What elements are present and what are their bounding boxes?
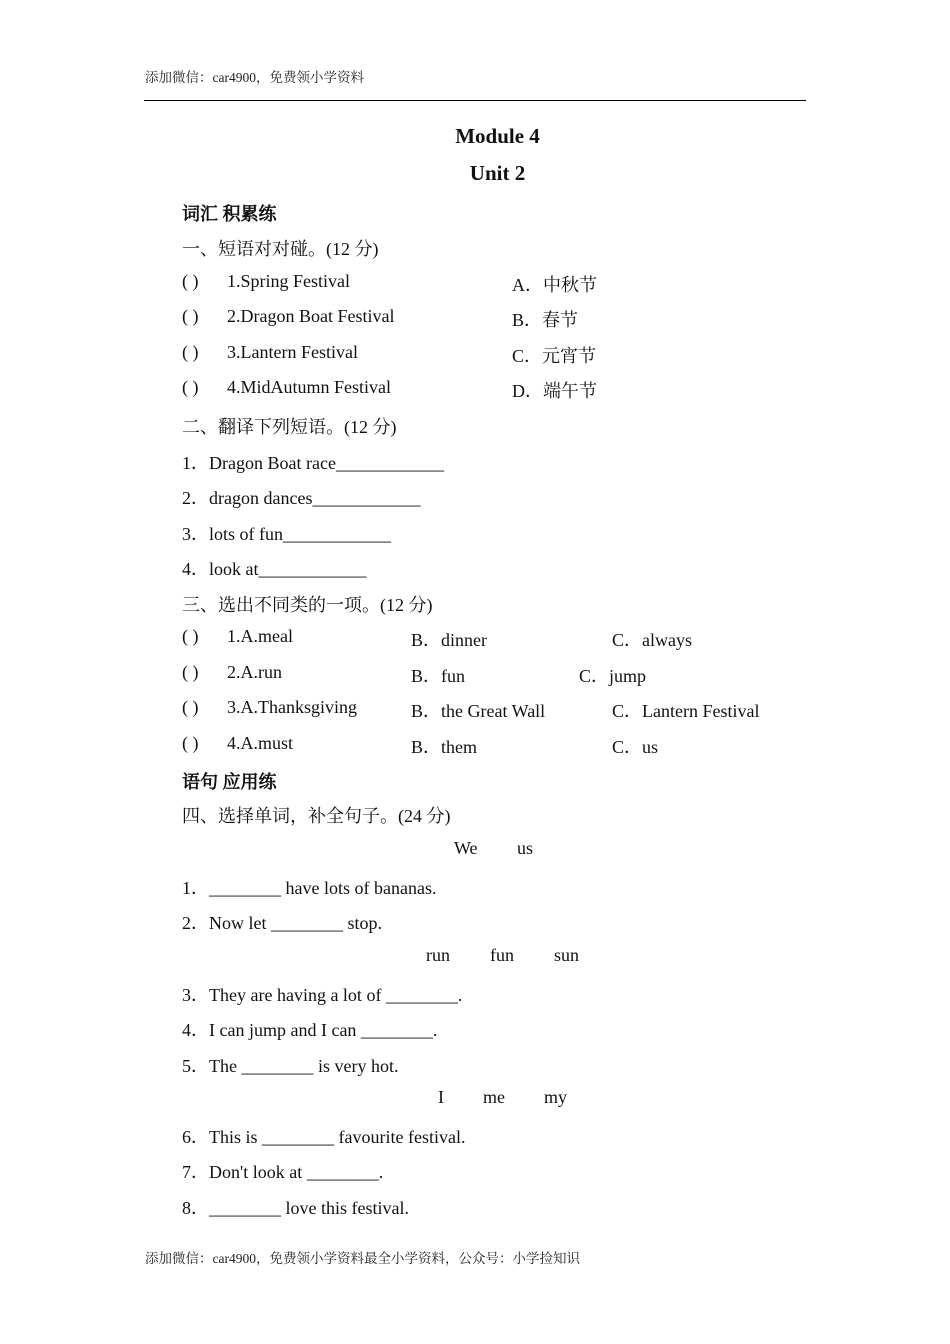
match-option: C．元宵节 xyxy=(512,346,597,366)
word-choice: me xyxy=(483,1087,505,1107)
option-c: C．always xyxy=(612,630,692,650)
fill-sentence: 5．The ________ is very hot. xyxy=(182,1056,399,1076)
fill-sentence: 1．________ have lots of bananas. xyxy=(182,878,437,898)
answer-blank: ( ) xyxy=(182,662,199,682)
translation-item: 2．dragon dances____________ xyxy=(182,488,421,508)
match-option: D．端午节 xyxy=(512,381,597,401)
option-b: B．dinner xyxy=(411,630,487,650)
answer-blank: ( ) xyxy=(182,626,199,646)
option-c: C．Lantern Festival xyxy=(612,701,760,721)
translation-item: 4．look at____________ xyxy=(182,559,367,579)
option-a: 2.A.run xyxy=(227,662,282,682)
translation-item: 1．Dragon Boat race____________ xyxy=(182,453,444,473)
option-b: B．fun xyxy=(411,666,465,686)
word-choice: my xyxy=(544,1087,568,1107)
part4-heading: 四、选择单词，补全句子。(24 分) xyxy=(182,806,451,826)
header-divider xyxy=(144,100,806,101)
phrase: 2.Dragon Boat Festival xyxy=(227,306,395,326)
part2-heading: 二、翻译下列短语。(12 分) xyxy=(182,417,397,437)
header-text: 添加微信：car4900，免费领小学资料 xyxy=(145,70,364,85)
word-choice: fun xyxy=(490,945,514,965)
unit-title: Unit 2 xyxy=(469,161,526,185)
fill-sentence: 6．This is ________ favourite festival. xyxy=(182,1127,466,1147)
option-a: 1.A.meal xyxy=(227,626,293,646)
option-a: 3.A.Thanksgiving xyxy=(227,697,357,717)
match-option: B．春节 xyxy=(512,310,579,330)
answer-blank: ( ) xyxy=(182,733,199,753)
word-choice: sun xyxy=(554,945,580,965)
fill-sentence: 2．Now let ________ stop. xyxy=(182,913,382,933)
option-b: B．them xyxy=(411,737,477,757)
footer-text: 添加微信：car4900，免费领小学资料最全小学资料，公众号：小学捡知识 xyxy=(145,1251,580,1266)
answer-blank: ( ) xyxy=(182,342,199,362)
fill-sentence: 8．________ love this festival. xyxy=(182,1198,409,1218)
option-c: C．jump xyxy=(579,666,647,686)
word-choice: us xyxy=(517,838,534,858)
answer-blank: ( ) xyxy=(182,306,199,326)
fill-sentence: 4．I can jump and I can ________. xyxy=(182,1020,438,1040)
module-title: Module 4 xyxy=(455,124,540,148)
fill-sentence: 3．They are having a lot of ________. xyxy=(182,985,463,1005)
word-choice: run xyxy=(426,945,450,965)
sentence-heading: 语句 应用练 xyxy=(182,772,277,792)
option-b: B．the Great Wall xyxy=(411,701,546,721)
phrase: 4.MidAutumn Festival xyxy=(227,377,392,397)
answer-blank: ( ) xyxy=(182,697,199,717)
word-choice: I xyxy=(438,1087,444,1107)
phrase: 1.Spring Festival xyxy=(227,271,351,291)
translation-item: 3．lots of fun____________ xyxy=(182,524,391,544)
answer-blank: ( ) xyxy=(182,377,199,397)
answer-blank: ( ) xyxy=(182,271,199,291)
fill-sentence: 7．Don't look at ________. xyxy=(182,1162,384,1182)
match-option: A．中秋节 xyxy=(512,275,597,295)
phrase: 3.Lantern Festival xyxy=(227,342,358,362)
vocab-heading: 词汇 积累练 xyxy=(182,204,277,224)
part3-heading: 三、选出不同类的一项。(12 分) xyxy=(182,595,433,615)
word-choice: We xyxy=(454,838,478,858)
option-c: C．us xyxy=(612,737,659,757)
part1-heading: 一、短语对对碰。(12 分) xyxy=(182,239,379,259)
option-a: 4.A.must xyxy=(227,733,294,753)
